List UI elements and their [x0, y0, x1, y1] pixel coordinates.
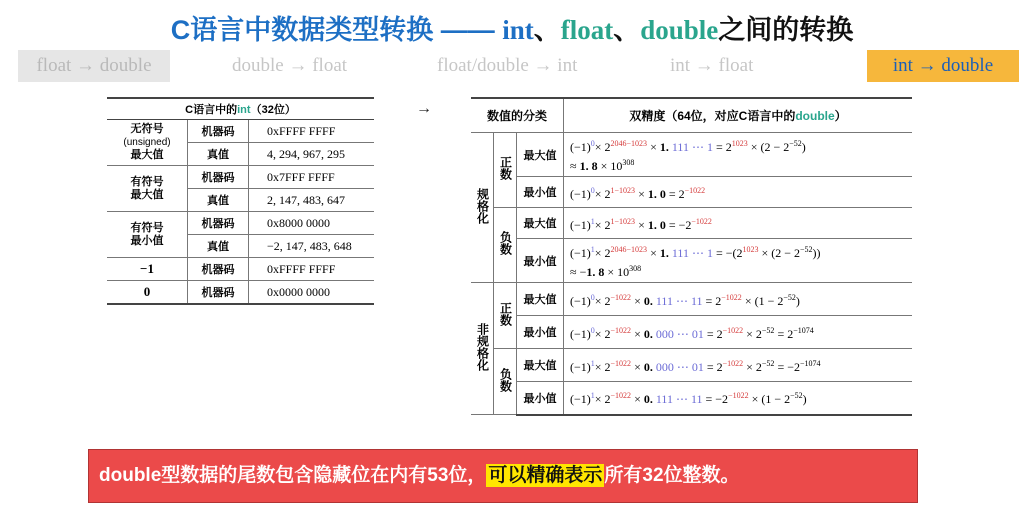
title-int: int: [502, 15, 534, 45]
formula-denormalized-negative-min: $(-1)^1\times 2^{-1022} \times 0$. 111 ⋯ $11 = -2^{-1022} \times (1 - 2^{-52})$: [564, 382, 913, 415]
machine-code-value: 0xFFFF FFFF: [249, 120, 375, 143]
title-sep: 、: [613, 15, 641, 45]
subgroup-negative: 负数: [494, 208, 517, 283]
int-range-table: [107, 97, 374, 305]
banner-text-end: 所有32位整数。: [604, 465, 740, 486]
kind-machine-code: 机器码: [188, 166, 249, 189]
title-sep: 、: [533, 15, 561, 45]
kind-max: 最大值: [517, 349, 564, 382]
row-label-zero: 0: [107, 281, 188, 305]
row-label-signed-min: 有符号 最小值: [107, 212, 188, 258]
group-normalized: 规格化: [471, 133, 494, 283]
header-double-desc: 双精度（64位，对应C语言中的double）: [564, 98, 913, 133]
row-label-unsigned-max: 无符号 (unsigned) 最大值: [107, 120, 188, 166]
title-main: C语言中数据类型转换: [170, 15, 434, 45]
subgroup-negative: 负数: [494, 349, 517, 415]
formula-normalized-negative-max: $(-1)^1\times 2^{1-1023} \times 1$. $0 = -2^{-1022}$: [564, 208, 913, 239]
formula-normalized-positive-min: $(-1)^0\times 2^{1-1023} \times 1$. $0 = 2^{-1022}$: [564, 177, 913, 208]
banner-text: double型数据的尾数包含隐藏位在内有53位，: [99, 465, 487, 486]
kind-machine-code: 机器码: [188, 212, 249, 235]
formula-normalized-positive-max: $(-1)^0\times 2^{2046-1023} \times 1$. 111 ⋯ $1 = 2^{1023} \times (2 - 2^{-52})$ ≈ 1. $8 \times 10^{308}$: [564, 133, 913, 177]
tab-int-float[interactable]: int → float: [670, 55, 754, 76]
header-classification: 数值的分类: [471, 98, 564, 133]
kind-max: 最大值: [517, 283, 564, 316]
true-value: 2, 147, 483, 647: [249, 189, 375, 212]
kind-min: 最小值: [517, 177, 564, 208]
page-title: [0, 8, 1024, 47]
row-label-signed-max: 有符号 最大值: [107, 166, 188, 212]
tab-bar: [0, 50, 1024, 84]
summary-banner: [88, 449, 918, 503]
machine-code-value: 0x8000 0000: [249, 212, 375, 235]
title-float: float: [560, 15, 614, 45]
formula-normalized-negative-min: $(-1)^1\times 2^{2046-1023} \times 1$. 111 ⋯ $1 = -(2^{1023} \times (2 - 2^{-52}))$ ≈ −1. $8 \times 10^{308}$: [564, 239, 913, 283]
group-denormalized: 非规格化: [471, 283, 494, 415]
tab-double-float[interactable]: double → float: [232, 55, 348, 76]
kind-true-value: 真值: [188, 235, 249, 258]
kind-max: 最大值: [517, 208, 564, 239]
banner-highlight: 可以精确表示: [488, 465, 603, 486]
tab-float-double[interactable]: float → double: [18, 50, 170, 82]
formula-denormalized-positive-min: $(-1)^0\times 2^{-1022} \times 0$. 000 ⋯ $01 = 2^{-1022} \times 2^{-52} = 2^{-1074}$: [564, 316, 913, 349]
kind-true-value: 真值: [188, 143, 249, 166]
double-range-table: [471, 97, 912, 416]
kind-true-value: 真值: [188, 189, 249, 212]
row-label-minus-one: −1: [107, 258, 188, 281]
tab-floatdouble-int[interactable]: float/double → int: [437, 55, 578, 76]
machine-code-value: 0x7FFF FFFF: [249, 166, 375, 189]
title-rest: 之间的转换: [718, 15, 854, 45]
formula-denormalized-negative-max: $(-1)^1\times 2^{-1022} \times 0$. 000 ⋯ $01 = 2^{-1022} \times 2^{-52} = -2^{-1074}$: [564, 349, 913, 382]
title-dash: ——: [440, 15, 495, 45]
arrow-icon: →: [416, 100, 432, 117]
formula-denormalized-positive-max: $(-1)^0\times 2^{-1022} \times 0$. 111 ⋯ $11 = 2^{-1022} \times (1 - 2^{-52})$: [564, 283, 913, 316]
int-table-header: C语言中的int（32位）: [107, 98, 374, 120]
machine-code-value: 0xFFFF FFFF: [249, 258, 375, 281]
kind-machine-code: 机器码: [188, 281, 249, 305]
machine-code-value: 0x0000 0000: [249, 281, 375, 305]
kind-max: 最大值: [517, 133, 564, 177]
subgroup-positive: 正数: [494, 283, 517, 349]
kind-min: 最小值: [517, 316, 564, 349]
true-value: 4, 294, 967, 295: [249, 143, 375, 166]
kind-min: 最小值: [517, 382, 564, 415]
kind-machine-code: 机器码: [188, 258, 249, 281]
kind-min: 最小值: [517, 239, 564, 283]
subgroup-positive: 正数: [494, 133, 517, 208]
kind-machine-code: 机器码: [188, 120, 249, 143]
tab-int-double[interactable]: int → double: [867, 50, 1019, 82]
title-double: double: [640, 15, 719, 45]
true-value: −2, 147, 483, 648: [249, 235, 375, 258]
